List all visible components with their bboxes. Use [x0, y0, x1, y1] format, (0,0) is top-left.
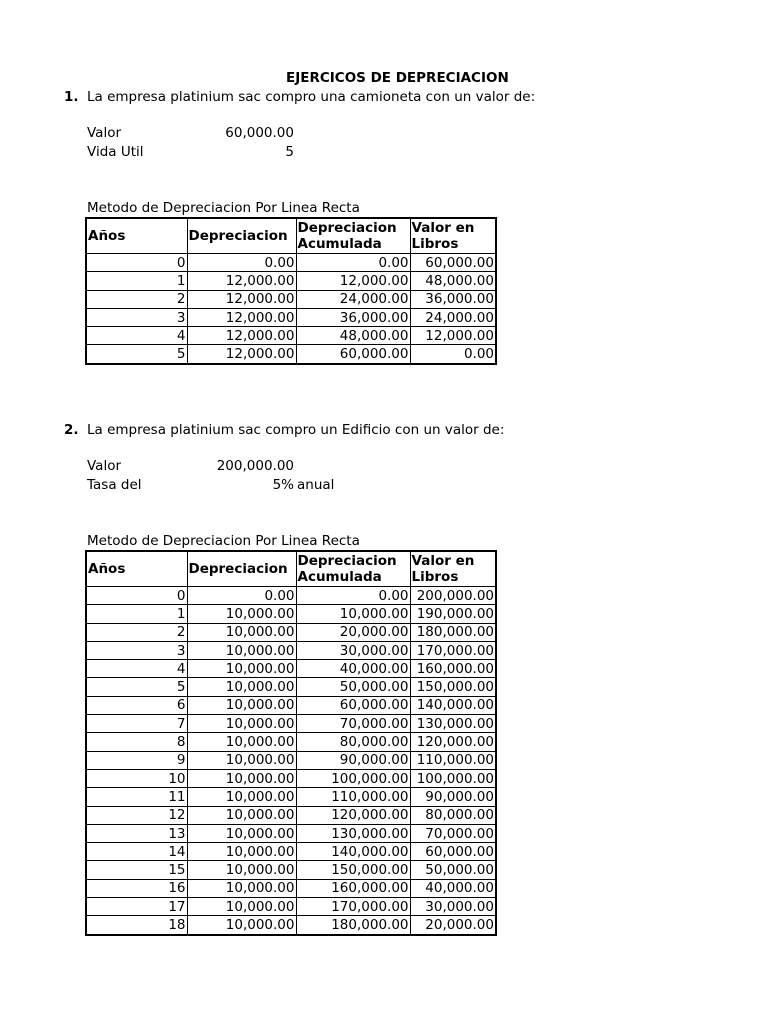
- cell-depreciacion-acumulada: 10,000.00: [296, 605, 410, 623]
- cell-year: 0: [86, 587, 187, 605]
- cell-valor-en-libros: 140,000.00: [410, 696, 496, 714]
- table-row: [86, 345, 496, 364]
- exercise-1-vida-label: Vida Util: [87, 144, 144, 160]
- header-valor-en-libros: Valor en Libros: [410, 218, 496, 254]
- table-row: [86, 715, 496, 733]
- cell-year: 14: [86, 843, 187, 861]
- cell-year: 6: [86, 696, 187, 714]
- exercise-2-tasa-suffix: anual: [297, 477, 335, 493]
- table-row: [86, 696, 496, 714]
- cell-valor-en-libros: 12,000.00: [410, 327, 496, 345]
- cell-depreciacion: 12,000.00: [187, 327, 296, 345]
- cell-depreciacion: 10,000.00: [187, 788, 296, 806]
- cell-valor-en-libros: 200,000.00: [410, 587, 496, 605]
- cell-year: 3: [86, 641, 187, 659]
- exercise-1-statement: La empresa platinium sac compro una camioneta con un valor de:: [87, 89, 536, 105]
- header-anos: Años: [86, 551, 187, 587]
- cell-valor-en-libros: 24,000.00: [410, 308, 496, 326]
- cell-year: 5: [86, 345, 187, 364]
- exercise-2-statement: La empresa platinium sac compro un Edificio con un valor de:: [87, 422, 505, 438]
- cell-valor-en-libros: 130,000.00: [410, 715, 496, 733]
- cell-depreciacion: 10,000.00: [187, 660, 296, 678]
- cell-valor-en-libros: 90,000.00: [410, 788, 496, 806]
- cell-valor-en-libros: 48,000.00: [410, 272, 496, 290]
- exercise-2-method-label: Metodo de Depreciacion Por Linea Recta: [87, 533, 360, 549]
- cell-year: 0: [86, 254, 187, 272]
- cell-depreciacion-acumulada: 30,000.00: [296, 641, 410, 659]
- cell-depreciacion: 10,000.00: [187, 769, 296, 787]
- cell-valor-en-libros: 70,000.00: [410, 824, 496, 842]
- cell-depreciacion-acumulada: 60,000.00: [296, 696, 410, 714]
- cell-depreciacion: 10,000.00: [187, 861, 296, 879]
- cell-valor-en-libros: 40,000.00: [410, 879, 496, 897]
- cell-depreciacion: 10,000.00: [187, 806, 296, 824]
- cell-valor-en-libros: 160,000.00: [410, 660, 496, 678]
- table-row: [86, 272, 496, 290]
- table-row: [86, 587, 496, 605]
- cell-depreciacion-acumulada: 20,000.00: [296, 623, 410, 641]
- cell-depreciacion-acumulada: 140,000.00: [296, 843, 410, 861]
- header-depreciacion: Depreciacion: [187, 551, 296, 587]
- table-row: [86, 769, 496, 787]
- cell-depreciacion: 10,000.00: [187, 898, 296, 916]
- cell-year: 9: [86, 751, 187, 769]
- cell-depreciacion-acumulada: 70,000.00: [296, 715, 410, 733]
- cell-depreciacion-acumulada: 24,000.00: [296, 290, 410, 308]
- page-title: EJERCICOS DE DEPRECIACION: [286, 70, 509, 86]
- cell-valor-en-libros: 20,000.00: [410, 916, 496, 935]
- cell-depreciacion-acumulada: 100,000.00: [296, 769, 410, 787]
- table-row: [86, 605, 496, 623]
- cell-depreciacion: 10,000.00: [187, 916, 296, 935]
- cell-valor-en-libros: 36,000.00: [410, 290, 496, 308]
- cell-year: 10: [86, 769, 187, 787]
- cell-depreciacion-acumulada: 12,000.00: [296, 272, 410, 290]
- cell-depreciacion: 10,000.00: [187, 696, 296, 714]
- cell-depreciacion-acumulada: 80,000.00: [296, 733, 410, 751]
- exercise-1-valor-label: Valor: [87, 125, 122, 141]
- table-row: [86, 843, 496, 861]
- cell-depreciacion-acumulada: 60,000.00: [296, 345, 410, 364]
- header-depreciacion: Depreciacion: [187, 218, 296, 254]
- cell-year: 16: [86, 879, 187, 897]
- cell-depreciacion: 10,000.00: [187, 733, 296, 751]
- cell-year: 5: [86, 678, 187, 696]
- cell-year: 15: [86, 861, 187, 879]
- cell-depreciacion: 10,000.00: [187, 824, 296, 842]
- cell-depreciacion-acumulada: 120,000.00: [296, 806, 410, 824]
- cell-depreciacion: 12,000.00: [187, 308, 296, 326]
- table-header-row: [86, 218, 496, 254]
- table-row: [86, 290, 496, 308]
- exercise-2-valor-value: 200,000.00: [216, 458, 294, 474]
- exercise-1-vida-value: 5: [285, 144, 294, 160]
- table-row: [86, 308, 496, 326]
- cell-depreciacion: 10,000.00: [187, 843, 296, 861]
- cell-valor-en-libros: 180,000.00: [410, 623, 496, 641]
- cell-depreciacion-acumulada: 48,000.00: [296, 327, 410, 345]
- cell-year: 1: [86, 605, 187, 623]
- cell-depreciacion-acumulada: 150,000.00: [296, 861, 410, 879]
- table-row: [86, 898, 496, 916]
- cell-valor-en-libros: 190,000.00: [410, 605, 496, 623]
- exercise-1-number: 1.: [64, 89, 79, 105]
- cell-depreciacion: 0.00: [187, 587, 296, 605]
- table-row: [86, 751, 496, 769]
- cell-year: 8: [86, 733, 187, 751]
- cell-depreciacion-acumulada: 90,000.00: [296, 751, 410, 769]
- cell-depreciacion: 10,000.00: [187, 751, 296, 769]
- cell-depreciacion-acumulada: 180,000.00: [296, 916, 410, 935]
- table-row: [86, 733, 496, 751]
- table-row: [86, 788, 496, 806]
- exercise-2-number: 2.: [64, 422, 79, 438]
- table-header-row: [86, 551, 496, 587]
- cell-year: 4: [86, 660, 187, 678]
- cell-depreciacion: 10,000.00: [187, 641, 296, 659]
- header-depreciacion-acumulada: Depreciacion Acumulada: [296, 551, 410, 587]
- cell-valor-en-libros: 50,000.00: [410, 861, 496, 879]
- exercise-2-valor-label: Valor: [87, 458, 122, 474]
- cell-valor-en-libros: 110,000.00: [410, 751, 496, 769]
- cell-depreciacion-acumulada: 130,000.00: [296, 824, 410, 842]
- cell-depreciacion: 0.00: [187, 254, 296, 272]
- cell-depreciacion-acumulada: 40,000.00: [296, 660, 410, 678]
- exercise-1-valor-value: 60,000.00: [225, 125, 294, 141]
- cell-valor-en-libros: 150,000.00: [410, 678, 496, 696]
- cell-valor-en-libros: 100,000.00: [410, 769, 496, 787]
- exercise-2-tasa-label: Tasa del: [87, 477, 142, 493]
- cell-depreciacion-acumulada: 36,000.00: [296, 308, 410, 326]
- depreciation-table-1: [85, 217, 497, 365]
- header-anos: Años: [86, 218, 187, 254]
- table-row: [86, 916, 496, 935]
- cell-valor-en-libros: 30,000.00: [410, 898, 496, 916]
- table-row: [86, 879, 496, 897]
- cell-year: 11: [86, 788, 187, 806]
- cell-valor-en-libros: 120,000.00: [410, 733, 496, 751]
- cell-depreciacion: 12,000.00: [187, 345, 296, 364]
- exercise-2-tasa-value: 5%: [272, 477, 294, 493]
- cell-depreciacion: 10,000.00: [187, 678, 296, 696]
- cell-year: 13: [86, 824, 187, 842]
- cell-depreciacion-acumulada: 170,000.00: [296, 898, 410, 916]
- table-row: [86, 660, 496, 678]
- header-depreciacion-acumulada: Depreciacion Acumulada: [296, 218, 410, 254]
- exercise-1-method-label: Metodo de Depreciacion Por Linea Recta: [87, 200, 360, 216]
- cell-year: 1: [86, 272, 187, 290]
- header-valor-en-libros: Valor en Libros: [410, 551, 496, 587]
- cell-depreciacion-acumulada: 50,000.00: [296, 678, 410, 696]
- cell-depreciacion: 12,000.00: [187, 290, 296, 308]
- cell-depreciacion-acumulada: 0.00: [296, 587, 410, 605]
- cell-year: 7: [86, 715, 187, 733]
- cell-year: 18: [86, 916, 187, 935]
- cell-valor-en-libros: 80,000.00: [410, 806, 496, 824]
- cell-valor-en-libros: 0.00: [410, 345, 496, 364]
- cell-valor-en-libros: 170,000.00: [410, 641, 496, 659]
- cell-year: 2: [86, 290, 187, 308]
- cell-valor-en-libros: 60,000.00: [410, 843, 496, 861]
- table-row: [86, 254, 496, 272]
- cell-depreciacion: 10,000.00: [187, 879, 296, 897]
- cell-depreciacion: 10,000.00: [187, 605, 296, 623]
- cell-year: 4: [86, 327, 187, 345]
- cell-depreciacion-acumulada: 160,000.00: [296, 879, 410, 897]
- cell-depreciacion-acumulada: 0.00: [296, 254, 410, 272]
- cell-year: 12: [86, 806, 187, 824]
- table-row: [86, 678, 496, 696]
- cell-valor-en-libros: 60,000.00: [410, 254, 496, 272]
- cell-depreciacion: 10,000.00: [187, 623, 296, 641]
- cell-year: 3: [86, 308, 187, 326]
- table-row: [86, 623, 496, 641]
- cell-year: 2: [86, 623, 187, 641]
- table-row: [86, 327, 496, 345]
- depreciation-table-2: [85, 550, 497, 936]
- cell-depreciacion: 10,000.00: [187, 715, 296, 733]
- table-row: [86, 861, 496, 879]
- cell-year: 17: [86, 898, 187, 916]
- table-row: [86, 824, 496, 842]
- cell-depreciacion-acumulada: 110,000.00: [296, 788, 410, 806]
- cell-depreciacion: 12,000.00: [187, 272, 296, 290]
- table-row: [86, 641, 496, 659]
- table-row: [86, 806, 496, 824]
